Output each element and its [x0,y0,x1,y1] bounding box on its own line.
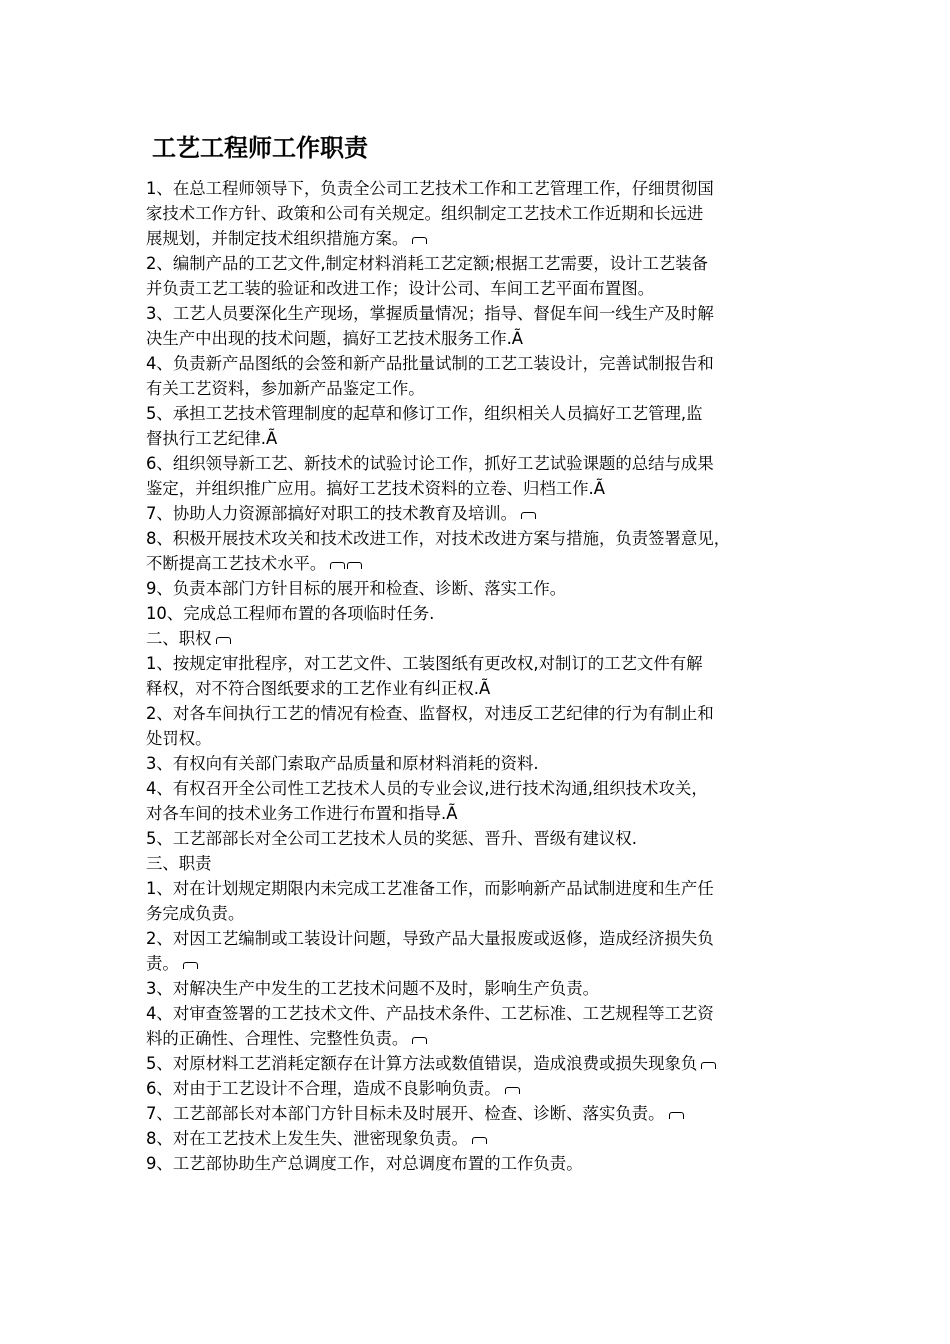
text-line [146,376,822,401]
text-line [146,526,822,551]
line-break-mark-icon [411,1035,428,1045]
line-break-mark-icon [700,1060,717,1070]
line-text: 处罚权。 [146,729,212,748]
line-text: 2、对各车间执行工艺的情况有检查、监督权，对违反工艺纪律的行为有制止和 [146,704,714,723]
text-line [146,201,822,226]
line-text: 决生产中出现的技术问题，搞好工艺技术服务工作.Ã [146,329,524,348]
text-line [146,351,822,376]
text-line [146,276,822,301]
text-line [146,301,822,326]
text-line [146,1001,822,1026]
text-line [146,701,822,726]
line-text: 5、承担工艺技术管理制度的起草和修订工作，组织相关人员搞好工艺管理,监 [146,404,703,423]
line-break-mark-icon [411,235,428,245]
line-text: 1、对在计划规定期限内未完成工艺准备工作，而影响新产品试制进度和生产任 [146,879,714,898]
line-text: 3、对解决生产中发生的工艺技术问题不及时，影响生产负责。 [146,979,599,998]
text-line [146,676,822,701]
line-text: 7、协助人力资源部搞好对职工的技术教育及培训。 [146,504,518,523]
line-text: 1、按规定审批程序，对工艺文件、工装图纸有更改权,对制订的工艺文件有解 [146,654,703,673]
text-line [146,626,822,651]
text-line [146,326,822,351]
text-line [146,976,822,1001]
line-text: 务完成负责。 [146,904,245,923]
line-text: 2、对因工艺编制或工装设计问题，导致产品大量报废或返修，造成经济损失负 [146,929,714,948]
text-line [146,876,822,901]
line-text: 对各车间的技术业务工作进行布置和指导.Ã [146,804,458,823]
line-text: 5、对原材料工艺消耗定额存在计算方法或数值错误，造成浪费或损失现象负 [146,1054,698,1073]
text-line [146,651,822,676]
line-text: 4、对审查签署的工艺技术文件、产品技术条件、工艺标准、工艺规程等工艺资 [146,1004,714,1023]
text-line [146,1101,822,1126]
line-text: 5、工艺部部长对全公司工艺技术人员的奖惩、晋升、晋级有建议权. [146,829,637,848]
text-line [146,1126,822,1151]
text-line [146,901,822,926]
line-break-mark-icon [215,635,232,645]
line-break-mark-icon [504,1085,521,1095]
text-line [146,801,822,826]
text-line [146,926,822,951]
text-line [146,426,822,451]
text-line [146,1151,822,1176]
line-text: 3、工艺人员要深化生产现场，掌握质量情况；指导、督促车间一线生产及时解 [146,304,714,323]
text-line [146,951,822,976]
text-line [146,501,822,526]
document-title: 工艺工程师工作职责 [152,134,368,162]
line-text: 9、工艺部协助生产总调度工作，对总调度布置的工作负责。 [146,1154,583,1173]
line-text: 并负责工艺工装的验证和改进工作；设计公司、车间工艺平面布置图。 [146,279,655,298]
line-text: 鉴定，并组织推广应用。搞好工艺技术资料的立卷、归档工作.Ã [146,479,605,498]
line-break-mark-icon [520,510,537,520]
line-text: 展规划，并制定技术组织措施方案。 [146,229,409,248]
line-text: 有关工艺资料，参加新产品鉴定工作。 [146,379,425,398]
line-text: 三、职责 [146,854,212,873]
text-line [146,551,822,576]
text-line [146,751,822,776]
line-text: 释权，对不符合图纸要求的工艺作业有纠正权.Ã [146,679,491,698]
line-text: 责。 [146,954,179,973]
line-text: 1、在总工程师领导下，负责全公司工艺技术工作和工艺管理工作，仔细贯彻国 [146,179,714,198]
line-text: 督执行工艺纪律.Ã [146,429,278,448]
text-line [146,826,822,851]
text-line [146,1026,822,1051]
text-line [146,226,822,251]
line-text: 8、对在工艺技术上发生失、泄密现象负责。 [146,1129,468,1148]
line-break-mark-icon [182,960,199,970]
text-line [146,251,822,276]
text-line [146,1076,822,1101]
document-body [146,176,822,1176]
line-text: 不断提高工艺技术水平。 [146,554,327,573]
line-text: 料的正确性、合理性、完整性负责。 [146,1029,409,1048]
text-line [146,176,822,201]
text-line [146,476,822,501]
text-line [146,601,822,626]
text-line [146,401,822,426]
line-text: 4、负责新产品图纸的会签和新产品批量试制的工艺工装设计，完善试制报告和 [146,354,714,373]
text-line [146,451,822,476]
line-break-mark-icon [471,1135,488,1145]
text-line [146,576,822,601]
line-text: 10、完成总工程师布置的各项临时任务. [146,604,435,623]
text-line [146,851,822,876]
text-line [146,1051,822,1076]
line-text: 家技术工作方针、政策和公司有关规定。组织制定工艺技术工作近期和长远进 [146,204,704,223]
line-break-mark-icon [329,560,363,570]
line-text: 7、工艺部部长对本部门方针目标未及时展开、检查、诊断、落实负责。 [146,1104,665,1123]
line-text: 8、积极开展技术攻关和技术改进工作，对技术改进方案与措施，负责签署意见， [146,529,731,548]
text-line [146,776,822,801]
line-text: 6、组织领导新工艺、新技术的试验讨论工作，抓好工艺试验课题的总结与成果 [146,454,714,473]
line-text: 二、职权 [146,629,212,648]
line-text: 9、负责本部门方针目标的展开和检查、诊断、落实工作。 [146,579,567,598]
text-line [146,726,822,751]
line-text: 2、编制产品的工艺文件,制定材料消耗工艺定额;根据工艺需要，设计工艺装备 [146,254,709,273]
line-text: 4、有权召开全公司性工艺技术人员的专业会议,进行技术沟通,组织技术攻关， [146,779,708,798]
line-break-mark-icon [668,1110,685,1120]
line-text: 3、有权向有关部门索取产品质量和原材料消耗的资料. [146,754,539,773]
line-text: 6、对由于工艺设计不合理，造成不良影响负责。 [146,1079,501,1098]
